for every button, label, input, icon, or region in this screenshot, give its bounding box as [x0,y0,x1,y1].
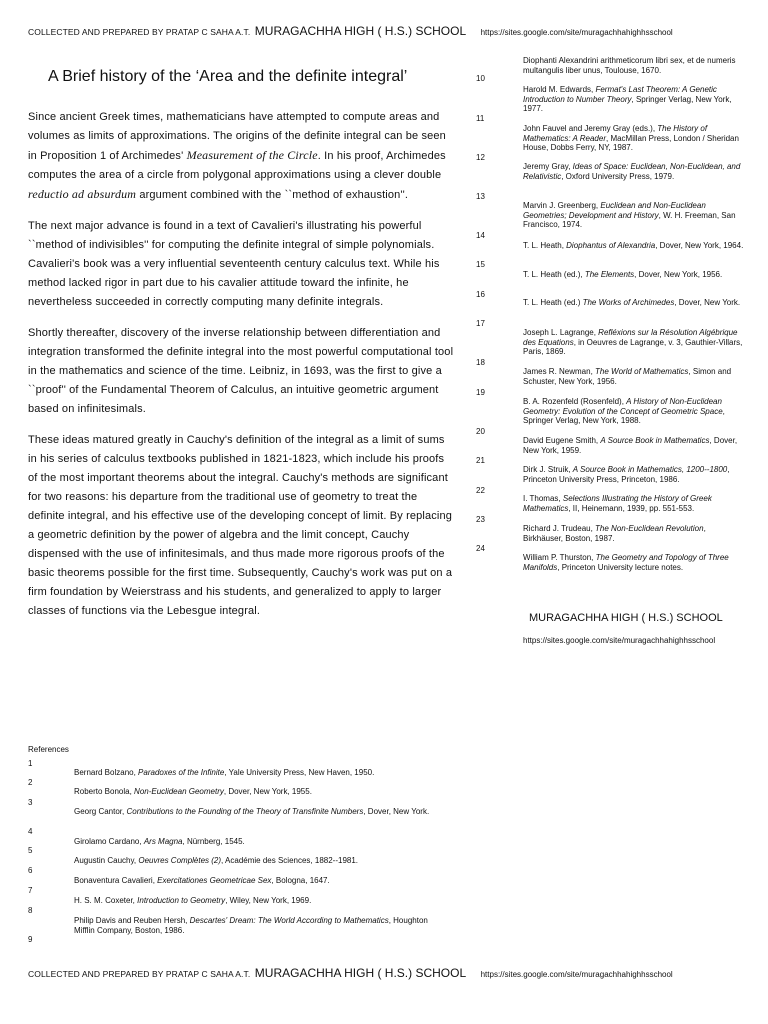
reference-item: Bernard Bolzano, Paradoxes of the Infinite, Yale University Press, New Haven, 1950. [74,768,375,777]
reference-item: Joseph L. Lagrange, Refléxions sur la Résolution Algébrique des Equations, in Oeuvres de Lagrange, v. 3, Gauthier-Villars, Paris, 1869. [523,328,743,356]
reference-number: 3 [28,798,33,807]
reference-item: Harold M. Edwards, Fermat's Last Theorem: A Genetic Introduction to Number Theory, Springer Verlag, New York, 1977. [523,85,732,113]
article-body [28,108,456,633]
paragraph-4: These ideas matured greatly in Cauchy's definition of the integral as a limit of sums in his series of calculus textbooks published in 1821-1823, which include his proofs of the most important theorems about the integral. Cauchy's methods are significant for two reasons: his departure from the traditional use of geometry to treat the definite integral, and his effective use of the developing concept of limit. By replacing a geometric definition by the power of algebra and the limit concept, Cauchy dispensed with the use of infinitesimals, and thus made more rigorous proofs of the basic theorems possible for the first time. Subsequently, Cauchy's work was put on a firm foundation by Weierstrass and his students, and generalized to apply to larger classes of functions via the Lebesgue integral. [28,434,453,617]
work-title: Measurement of the Circle [186,148,318,162]
header-school-name: MURAGACHHA HIGH ( H.S.) SCHOOL [254,24,467,38]
reference-item: David Eugene Smith, A Source Book in Mathematics, Dover, New York, 1959. [523,436,738,455]
footer-url-link[interactable]: https://sites.google.com/site/muragachhahighhsschool [480,970,673,979]
reference-number: 24 [476,544,485,553]
reference-item: Augustin Cauchy, Oeuvres Complètes (2), Académie des Sciences, 1882--1981. [74,856,359,865]
reference-number: 18 [476,358,485,367]
reference-number: 22 [476,486,485,495]
reference-item: Richard J. Trudeau, The Non-Euclidean Revolution, Birkhäuser, Boston, 1987. [523,524,706,543]
reference-item: Diophanti Alexandrini arithmeticorum libri sex, et de numeris multangulis liber unus, Toulouse, 1670. [523,56,736,75]
reference-item: Georg Cantor, Contributions to the Founding of the Theory of Transfinite Numbers, Dover, New York. [74,807,430,816]
reference-number: 14 [476,231,485,240]
paragraph-1: Since ancient Greek times, mathematicians have attempted to compute areas and volumes as limits of approximations. The origins of the definite integral can be seen in Proposition 1 of Archimedes' Measurement of the Circle. In his proof, Archimedes computes the area of a circle from polygonal approximations using a clever double reductio ad absurdum argument combined with the ``method of exhaustion''. [28,111,446,201]
reference-item: Roberto Bonola, Non-Euclidean Geometry, Dover, New York, 1955. [74,787,312,796]
school-block [523,612,753,645]
reference-number: 17 [476,319,485,328]
reference-number: 7 [28,886,33,895]
reference-item: Philip Davis and Reuben Hersh, Descartes' Dream: The World According to Mathematics, Houghton Mifflin Company, Boston, 1986. [74,916,428,935]
header-url-link[interactable]: https://sites.google.com/site/muragachhahighhsschool [480,28,673,37]
reference-item: T. L. Heath, Diophantus of Alexandria, Dover, New York, 1964. [523,241,744,250]
reference-number: 9 [28,935,33,944]
reference-number: 15 [476,260,485,269]
reference-number: 4 [28,827,33,836]
reference-item: T. L. Heath (ed.), The Elements, Dover, New York, 1956. [523,270,723,279]
reference-item: B. A. Rozenfeld (Rosenfeld), A History of Non-Euclidean Geometry: Evolution of the Concept of Geometric Space, Springer Verlag, New York, 1988. [523,397,725,425]
reference-number: 20 [476,427,485,436]
reference-item: John Fauvel and Jeremy Gray (eds.), The History of Mathematics: A Reader, MacMillan Press, London / Sheridan House, Dobbs Ferry, NY, 1987. [523,124,739,152]
latin-term: reductio ad absurdum [28,187,137,201]
references-heading: References [28,745,69,754]
reference-number: 5 [28,846,33,855]
footer-credit: COLLECTED AND PREPARED BY PRATAP C SAHA A.T. [28,969,251,979]
reference-item: T. L. Heath (ed.) The Works of Archimedes, Dover, New York. [523,298,741,307]
reference-number: 13 [476,192,485,201]
reference-item: Marvin J. Greenberg, Euclidean and Non-Euclidean Geometries; Development and History, W. H. Freeman, San Francisco, 1974. [523,201,736,229]
reference-item: I. Thomas, Selections Illustrating the History of Greek Mathematics, II, Heinemann, 1939, pp. 551-553. [523,494,712,513]
reference-number: 10 [476,74,485,83]
footer-school-name: MURAGACHHA HIGH ( H.S.) SCHOOL [254,966,467,980]
reference-number: 8 [28,906,33,915]
page-header [28,22,673,40]
reference-number: 11 [476,114,485,123]
reference-number: 2 [28,778,33,787]
reference-number: 12 [476,153,485,162]
reference-number: 21 [476,456,485,465]
reference-item: H. S. M. Coxeter, Introduction to Geometry, Wiley, New York, 1969. [74,896,312,905]
school-url-link[interactable]: https://sites.google.com/site/muragachhahighhsschool [523,636,716,645]
paragraph-3: Shortly thereafter, discovery of the inverse relationship between differentiation and integration transformed the definite integral into the most powerful computational tool in the mathematics and science of the time. Leibniz, in 1693, was the first to give a ``proof'' of the Fundamental Theorem of Calculus, an intuitive geometric argument based on infinitesimals. [28,327,454,415]
reference-number: 23 [476,515,485,524]
reference-item: Dirk J. Struik, A Source Book in Mathematics, 1200--1800, Princeton University Press, Princeton, 1986. [523,465,730,484]
reference-item: Jeremy Gray, Ideas of Space: Euclidean, Non-Euclidean, and Relativistic, Oxford University Press, 1979. [523,162,741,181]
reference-number: 6 [28,866,33,875]
reference-item: Girolamo Cardano, Ars Magna, Nürnberg, 1545. [74,837,245,846]
header-credit: COLLECTED AND PREPARED BY PRATAP C SAHA A.T. [28,27,251,37]
reference-number: 1 [28,759,33,768]
reference-number: 16 [476,290,485,299]
school-name: MURAGACHHA HIGH ( H.S.) SCHOOL [529,612,723,624]
reference-item: William P. Thurston, The Geometry and Topology of Three Manifolds, Princeton University lecture notes. [523,553,729,572]
page-footer [28,964,673,982]
paragraph-2: The next major advance is found in a text of Cavalieri's illustrating his powerful ``method of indivisibles'' for computing the definite integral of simple polynomials. Cavalieri's book was a very influential seventeenth century calculus text. While his method lacked rigor in part due to his cavalier attitude toward the infinite, he nevertheless succeeded in correctly computing many definite integrals. [28,220,440,308]
reference-item: James R. Newman, The World of Mathematics, Simon and Schuster, New York, 1956. [523,367,732,386]
reference-item: Bonaventura Cavalieri, Exercitationes Geometricae Sex, Bologna, 1647. [74,876,330,885]
reference-number: 19 [476,388,485,397]
page-title: A Brief history of the ‘Area and the definite integral’ [48,68,408,85]
